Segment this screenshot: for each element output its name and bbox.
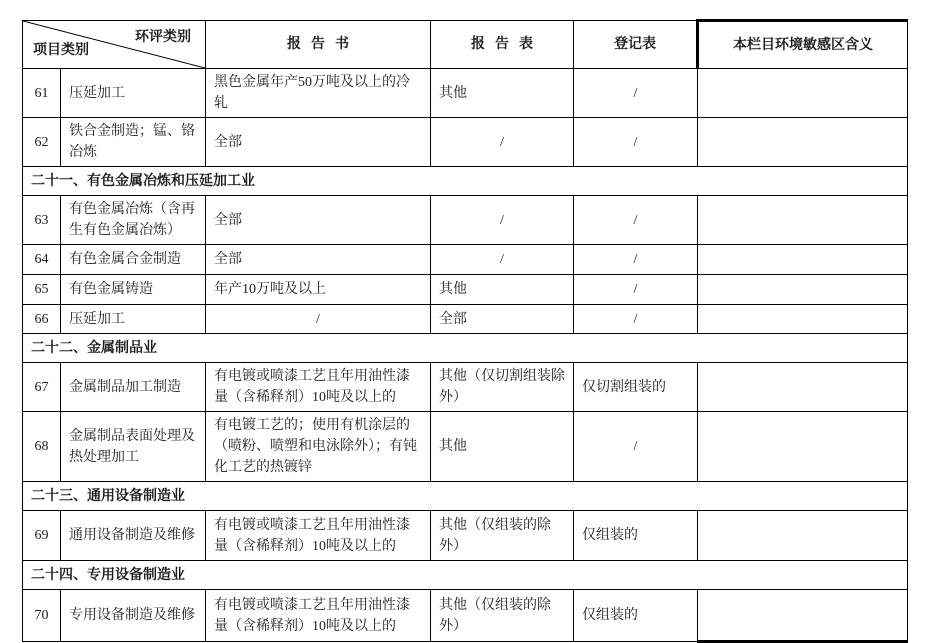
row-number-cell: 64 [23,245,61,275]
header-registration-form: 登记表 [574,21,698,69]
header-project-category-label: 项目类别 [33,43,89,58]
report-book-cell: 有电镀或喷漆工艺且年用油性漆量（含稀释剂）10吨及以上的 [206,363,431,412]
registration-form-cell: 仅组装的 [574,590,698,642]
report-form-cell: 其他（仅组装的除外） [431,590,574,642]
report-form-cell: 其他 [431,412,574,482]
header-report-book: 报告书 [206,21,431,69]
row-number-cell: 70 [23,590,61,642]
registration-form-cell: / [574,305,698,334]
registration-form-cell: 仅切割组装的 [574,363,698,412]
header-eia-category-label: 环评类别 [135,30,191,45]
sensitive-meaning-cell [698,245,908,275]
report-book-cell: 全部 [206,196,431,245]
section-row-21 [23,167,908,196]
section-row-24 [23,561,908,590]
diagonal-header-cell [23,21,206,69]
registration-form-cell: / [574,412,698,482]
report-form-cell: 全部 [431,305,574,334]
sensitive-meaning-cell [698,363,908,412]
header-report-form: 报告表 [431,21,574,69]
table-row-64 [23,245,908,275]
table-row-63 [23,196,908,245]
header-row [23,21,908,69]
section-title: 二十一、有色金属冶炼和压延加工业 [23,167,908,196]
registration-form-cell: / [574,245,698,275]
table-row-68 [23,412,908,482]
registration-form-cell: / [574,118,698,167]
project-category-cell: 金属制品加工制造 [61,363,206,412]
report-form-cell: 其他 [431,275,574,305]
report-book-cell: 有电镀或喷漆工艺且年用油性漆量（含稀释剂）10吨及以上的 [206,590,431,642]
header-sensitive-area-meaning: 本栏目环境敏感区含义 [698,21,908,69]
report-form-cell: 其他 [431,69,574,118]
registration-form-cell: / [574,69,698,118]
row-number-cell: 66 [23,305,61,334]
sensitive-meaning-cell [698,511,908,561]
row-number-cell: 69 [23,511,61,561]
row-number-cell: 61 [23,69,61,118]
row-number-cell: 68 [23,412,61,482]
report-form-cell: / [431,118,574,167]
project-category-cell: 通用设备制造及维修 [61,511,206,561]
section-title: 二十四、专用设备制造业 [23,561,908,590]
report-book-cell: 年产10万吨及以上 [206,275,431,305]
report-form-cell: 其他（仅切割组装除外） [431,363,574,412]
project-category-cell: 有色金属冶炼（含再生有色金属冶炼） [61,196,206,245]
sensitive-meaning-cell [698,69,908,118]
section-title: 二十三、通用设备制造业 [23,482,908,511]
table-row-69 [23,511,908,561]
row-number-cell: 67 [23,363,61,412]
sensitive-meaning-cell [698,275,908,305]
project-category-cell: 专用设备制造及维修 [61,590,206,642]
row-number-cell: 65 [23,275,61,305]
table-row-70 [23,590,908,642]
project-category-cell: 铁合金制造；锰、铬冶炼 [61,118,206,167]
registration-form-cell: / [574,196,698,245]
report-book-cell: / [206,305,431,334]
table-row-67 [23,363,908,412]
project-category-cell: 压延加工 [61,69,206,118]
report-book-cell: 有电镀或喷漆工艺且年用油性漆量（含稀释剂）10吨及以上的 [206,511,431,561]
report-form-cell: / [431,245,574,275]
report-book-cell: 全部 [206,245,431,275]
project-category-cell: 压延加工 [61,305,206,334]
project-category-cell: 有色金属铸造 [61,275,206,305]
table-row-66 [23,305,908,334]
sensitive-meaning-cell [698,118,908,167]
report-book-cell: 黑色金属年产50万吨及以上的冷轧 [206,69,431,118]
report-form-cell: 其他（仅组装的除外） [431,511,574,561]
section-row-22 [23,334,908,363]
report-book-cell: 全部 [206,118,431,167]
sensitive-meaning-cell [698,305,908,334]
project-category-cell: 金属制品表面处理及热处理加工 [61,412,206,482]
row-number-cell: 62 [23,118,61,167]
table-row-62 [23,118,908,167]
registration-form-cell: / [574,275,698,305]
sensitive-meaning-cell [698,412,908,482]
report-form-cell: / [431,196,574,245]
project-category-cell: 有色金属合金制造 [61,245,206,275]
table-row-65 [23,275,908,305]
row-number-cell: 63 [23,196,61,245]
registration-form-cell: 仅组装的 [574,511,698,561]
table-row-61 [23,69,908,118]
section-row-23 [23,482,908,511]
eia-classification-table [22,19,908,643]
report-book-cell: 有电镀工艺的；使用有机涂层的（喷粉、喷塑和电泳除外）；有钝化工艺的热镀锌 [206,412,431,482]
section-title: 二十二、金属制品业 [23,334,908,363]
sensitive-meaning-cell [698,590,908,642]
sensitive-meaning-cell [698,196,908,245]
